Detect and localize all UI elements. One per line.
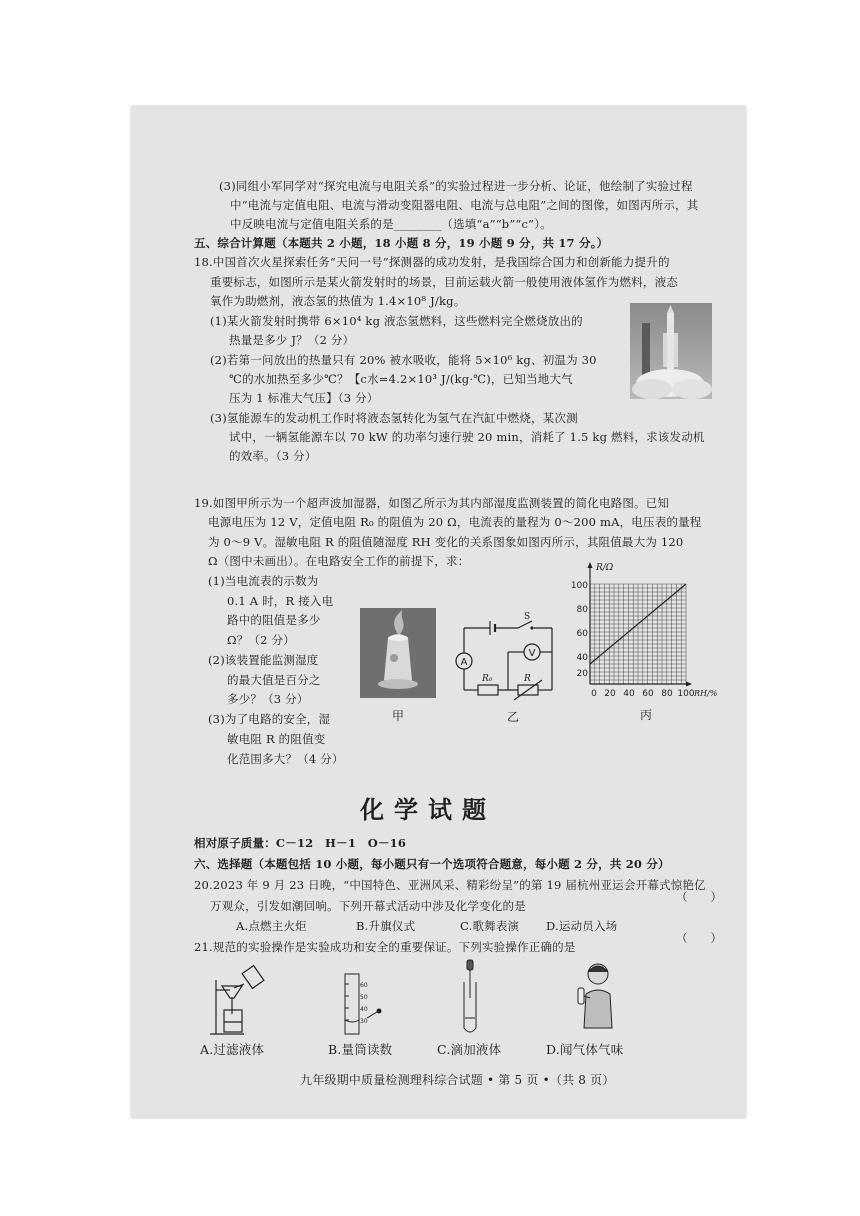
page-footer: 九年级期中质量检测理科综合试题 • 第 5 页 •（共 8 页）	[300, 1073, 615, 1087]
q20-stem-2: 万观众，引发如潮回响。下列开幕式活动中涉及化学变化的是	[210, 899, 526, 913]
graph-xtick: 80	[661, 689, 673, 699]
q19-intro-2: 电源电压为 12 V，定值电阻 R₀ 的阻值为 20 Ω，电流表的量程为 0～200 mA，电压表的量程	[208, 515, 702, 529]
q20-option-b: B.升旗仪式	[356, 919, 416, 933]
q21-option-a: A.过滤液体	[200, 1042, 265, 1057]
q18-p3-3: 的效率。（3 分）	[229, 449, 317, 463]
q19-p1-3: 路中的阻值是多少	[227, 613, 321, 627]
q18-p3-2: 试中，一辆氢能源车以 70 kW 的功率匀速行驶 20 min，消耗了 1.5 kg 燃料，求该发动机	[229, 430, 705, 444]
q18-intro-1: 18.中国首次火星探索任务“天问一号”探测器的成功发射，是我国综合国力和创新能力提升的	[194, 255, 670, 269]
q21-stem: 21.规范的实验操作是实验成功和安全的重要保证。下列实验操作正确的是	[194, 940, 576, 954]
q18-p2-2: ℃的水加热至多少℃？【c水=4.2×10³ J/(kg·℃)，已知当地大气	[229, 372, 573, 386]
q20-answer-paren: （ ）	[676, 890, 722, 904]
cylinder-tick: 50	[360, 994, 368, 1001]
q20-option-c: C.歌舞表演	[460, 919, 520, 933]
graph-ytick: 20	[576, 669, 588, 679]
q19-p1-2: 0.1 A 时，R 接入电	[227, 594, 334, 608]
r0-label: R₀	[482, 674, 493, 684]
q19-intro-1: 19.如图甲所示为一个超声波加湿器，如图乙所示为其内部湿度监测装置的简化电路图。已知	[194, 496, 670, 510]
q18-p1-2: 热量是多少 J？（2 分）	[229, 333, 355, 347]
q17-3-line1: (3)同组小军同学对“探究电流与电阻关系”的实验过程进一步分析、论证，他绘制了实验过程	[219, 179, 693, 193]
graph-ytick: 40	[576, 653, 588, 663]
q19-p3-1: (3)为了电路的安全，湿	[208, 712, 331, 726]
q19-p2-3: 多少？（3 分）	[227, 692, 309, 706]
graph-xtick: 60	[642, 689, 654, 699]
rocket-launch-photo	[630, 303, 712, 399]
q18-p2-3: 压为 1 标准大气压】（3 分）	[229, 391, 379, 405]
q19-p2-2: 的最大值是百分之	[227, 673, 321, 687]
smelling-gas-person	[574, 958, 622, 1030]
graduated-cylinder	[333, 970, 393, 1038]
q17-3-line2: 中“电流与定值电阻、电流与滑动变阻器电阻、电流与总电阻”之间的图像，如图丙所示，其	[230, 198, 699, 212]
q18-p3-1: (3)氢能源车的发动机工作时将液态氢转化为氢气在汽缸中燃烧，某次测	[210, 411, 578, 425]
cylinder-tick: 30	[360, 1018, 368, 1025]
r-label: R	[524, 674, 531, 684]
q19-p3-3: 化范围多大？（4 分）	[227, 752, 344, 766]
humidifier-photo	[360, 608, 436, 698]
circuit-diagram	[452, 610, 570, 708]
q21-option-d: D.闻气体气味	[546, 1042, 624, 1057]
chemistry-title: 化学试题	[360, 796, 496, 824]
q19-p2-1: (2)该装置能监测湿度	[208, 653, 319, 667]
graph-xtick: 100	[677, 689, 695, 699]
voltmeter-label: V	[528, 648, 536, 659]
q18-intro-2: 重要标志，如图所示是某火箭发射时的场景，目前运载火箭一般使用液体氢作为燃料，液态	[210, 275, 678, 289]
fig-yi-label: 乙	[507, 710, 520, 724]
graph-ytick: 80	[576, 605, 588, 615]
q20-option-a: A.点燃主火炬	[236, 919, 307, 933]
q20-stem-1: 20.2023 年 9 月 23 日晚，“中国特色、亚洲风采、精彩纷呈”的第 19 届杭州亚运会开幕式惊艳亿	[194, 878, 706, 892]
q21-answer-paren: （ ）	[676, 931, 722, 945]
section5-heading: 五、综合计算题（本题共 2 小题，18 小题 8 分，19 小题 9 分，共 17 分。）	[194, 236, 609, 250]
q18-p2-1: (2)若第一问放出的热量只有 20% 被水吸收，能将 5×10⁶ kg、初温为 30	[210, 353, 597, 367]
fig-bing-label: 丙	[640, 708, 653, 722]
graph-ylabel: R/Ω	[596, 563, 614, 573]
filtration-apparatus	[208, 962, 278, 1036]
graph-xtick: 20	[604, 689, 616, 699]
q18-intro-3: 氧作为助燃剂，液态氢的热值为 1.4×10⁸ J/kg。	[210, 294, 466, 308]
q17-3-line3: 中反映电流与定值电阻关系的是________（选填“a”“b”“c”）。	[230, 217, 552, 231]
q19-p3-2: 敏电阻 R 的阻值变	[227, 732, 326, 746]
graph-xtick: 0	[591, 689, 597, 699]
graph-ytick: 100	[570, 581, 588, 591]
cylinder-tick: 60	[360, 982, 368, 989]
graph-xlabel: RH/%	[694, 689, 718, 698]
resistance-humidity-graph	[570, 560, 730, 720]
q19-intro-4: Ω（图中未画出）。在电路安全工作的前提下，求：	[208, 554, 470, 568]
dropper-test-tube	[455, 958, 485, 1036]
ammeter-label: A	[460, 657, 468, 668]
q19-p1-1: (1)当电流表的示数为	[208, 574, 319, 588]
q18-p1-1: (1)某火箭发射时携带 6×10⁴ kg 液态氢燃料，这些燃料完全燃烧放出的	[210, 314, 583, 328]
q21-option-b: B.量筒读数	[328, 1042, 393, 1057]
fig-jia-label: 甲	[392, 709, 405, 723]
section6-heading: 六、选择题（本题包括 10 小题，每小题只有一个选项符合题意，每小题 2 分，共 20 分）	[194, 857, 670, 871]
cylinder-tick: 40	[360, 1006, 368, 1013]
q21-option-c: C.滴加液体	[437, 1042, 502, 1057]
q19-intro-3: 为 0～9 V。湿敏电阻 R 的阻值随湿度 RH 变化的关系图象如图丙所示，其阻值最大为 120	[208, 535, 684, 549]
graph-ytick: 60	[576, 629, 588, 639]
q20-option-d: D.运动员入场	[546, 919, 618, 933]
atomic-mass-line: 相对原子质量：C－12 H－1 O－16	[194, 836, 407, 850]
q19-p1-4: Ω？（2 分）	[227, 633, 295, 647]
switch-label: S	[524, 612, 531, 622]
graph-xtick: 40	[623, 689, 635, 699]
